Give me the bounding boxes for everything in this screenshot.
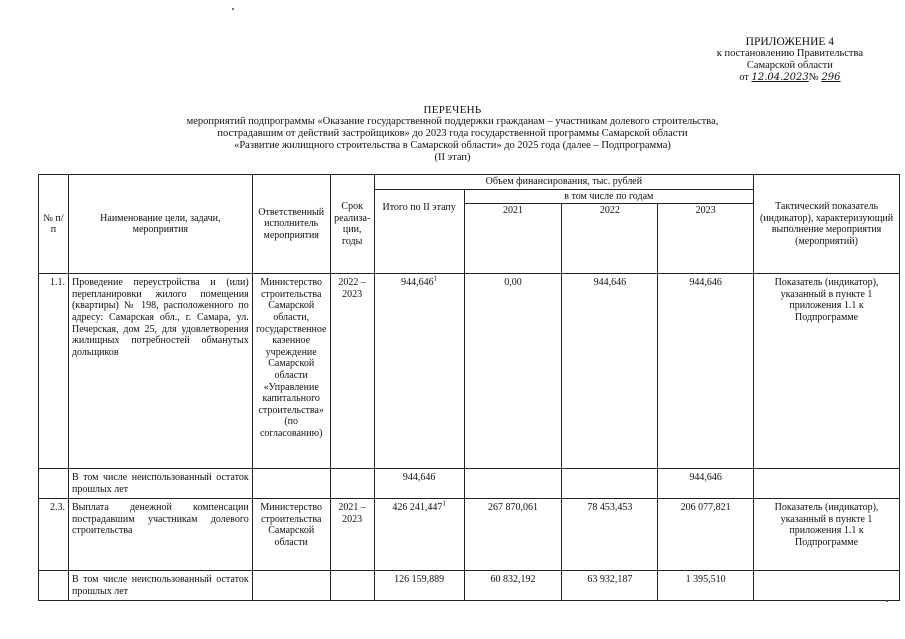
row-total-value: 944,646 [401, 277, 434, 289]
appendix-title: ПРИЛОЖЕНИЕ 4 [745, 36, 835, 48]
appendix-line-1: к постановлению Правительства [716, 48, 863, 59]
row-indicator [754, 571, 900, 601]
row-term [330, 571, 374, 601]
title-line-3: «Развитие жилищного строительства в Самарской области» до 2025 года (далее – Подпрограмма) [234, 140, 671, 151]
row-name: Проведение переустройства и (или) перепланировки жилого помещения (квартиры) № 198, расположенного по адресу: Самарская обл., г. Самара, ул. Печерская, дом 25, для удовлетворения жилищных потребностей обманутых дольщиков [68, 274, 252, 469]
row-term [330, 469, 374, 499]
header-num: № п/п [39, 175, 69, 274]
appendix-line-2: Самарской области [746, 60, 833, 71]
header-name: Наименование цели, задачи, мероприятия [68, 175, 252, 274]
title-line-1: мероприятий подпрограммы «Оказание государственной поддержки гражданам – участникам долевого строительства, [186, 116, 719, 127]
row-2021: 267 870,061 [464, 499, 562, 571]
number-value: 296 [821, 72, 841, 83]
row-total-value: 944,646 [402, 472, 436, 484]
table-row [39, 469, 900, 499]
row-2023: 206 077,821 [658, 499, 754, 571]
row-indicator: Показатель (индикатор), указанный в пункте 1 приложения 1.1 к Подпрограмме [754, 499, 900, 571]
row-2022: 944,646 [562, 274, 658, 469]
table-row [39, 571, 900, 601]
header-term: Срок реализа-ции, годы [330, 175, 374, 274]
row-executor: Министерство строительства Самарской области, государственное казенное учреждение Самарской области «Управление капитального строительства» (по согласованию) [252, 274, 330, 469]
header-by-years: в том числе по годам [464, 189, 754, 204]
row-2022: 63 932,187 [562, 571, 658, 601]
appendix-block [717, 36, 863, 84]
row-name: В том числе неиспользованный остаток прошлых лет [68, 571, 252, 601]
appendix-date-line [717, 72, 863, 84]
row-total-note: 1 [433, 274, 438, 283]
header-2023: 2023 [658, 204, 754, 274]
row-term: 2022 – 2023 [330, 274, 374, 469]
measures-table [38, 174, 900, 601]
row-num [39, 571, 69, 601]
date-prefix: от [739, 72, 749, 83]
row-executor: Министерство строительства Самарской области [252, 499, 330, 571]
row-executor [252, 469, 330, 499]
row-total [374, 274, 464, 469]
row-total [374, 499, 464, 571]
row-2021: 0,00 [464, 274, 562, 469]
number-prefix: № [808, 72, 819, 83]
table-row [39, 499, 900, 571]
row-term: 2021 – 2023 [330, 499, 374, 571]
row-num [39, 469, 69, 499]
row-2023: 944,646 [658, 274, 754, 469]
row-total-note: 1 [442, 499, 446, 508]
row-2021 [464, 469, 562, 499]
date-value: 12.04.2023 [751, 72, 809, 83]
title-line-2: пострадавшим от действий застройщиков» до 2023 года государственной программы Самарской области [217, 128, 688, 139]
header-2021: 2021 [464, 204, 562, 274]
header-funding: Объем финансирования, тыс. рублей [374, 175, 753, 190]
row-indicator: Показатель (индикатор), указанный в пункте 1 приложения 1.1 к Подпрограмме [754, 274, 900, 469]
header-executor: Ответственный исполнитель мероприятия [252, 175, 330, 274]
title-heading: ПЕРЕЧЕНЬ [423, 104, 482, 116]
table-row [39, 274, 900, 469]
header-2022: 2022 [562, 204, 658, 274]
header-indicator: Тактический показатель (индикатор), характеризующий выполнение мероприятия (мероприятий) [754, 175, 900, 274]
scan-speck [886, 600, 888, 602]
row-2023: 944,646 [658, 469, 754, 499]
row-total [374, 571, 464, 601]
header-total: Итого по II этапу [374, 189, 464, 274]
row-total-value: 426 241,447 [392, 502, 443, 514]
row-name: Выплата денежной компенсации пострадавшим участникам долевого строительства [68, 499, 252, 571]
row-2021: 60 832,192 [464, 571, 562, 601]
row-num: 2.3. [39, 499, 69, 571]
document-title [0, 104, 905, 164]
row-total-value: 126 159,889 [394, 574, 445, 586]
title-line-4: (II этап) [434, 152, 471, 163]
row-2022 [562, 469, 658, 499]
row-total [374, 469, 464, 499]
row-2023: 1 395,510 [658, 571, 754, 601]
row-executor [252, 571, 330, 601]
row-2022: 78 453,453 [562, 499, 658, 571]
row-num: 1.1. [39, 274, 69, 469]
row-name: В том числе неиспользованный остаток прошлых лет [68, 469, 252, 499]
row-indicator [754, 469, 900, 499]
scan-speck [232, 8, 234, 10]
